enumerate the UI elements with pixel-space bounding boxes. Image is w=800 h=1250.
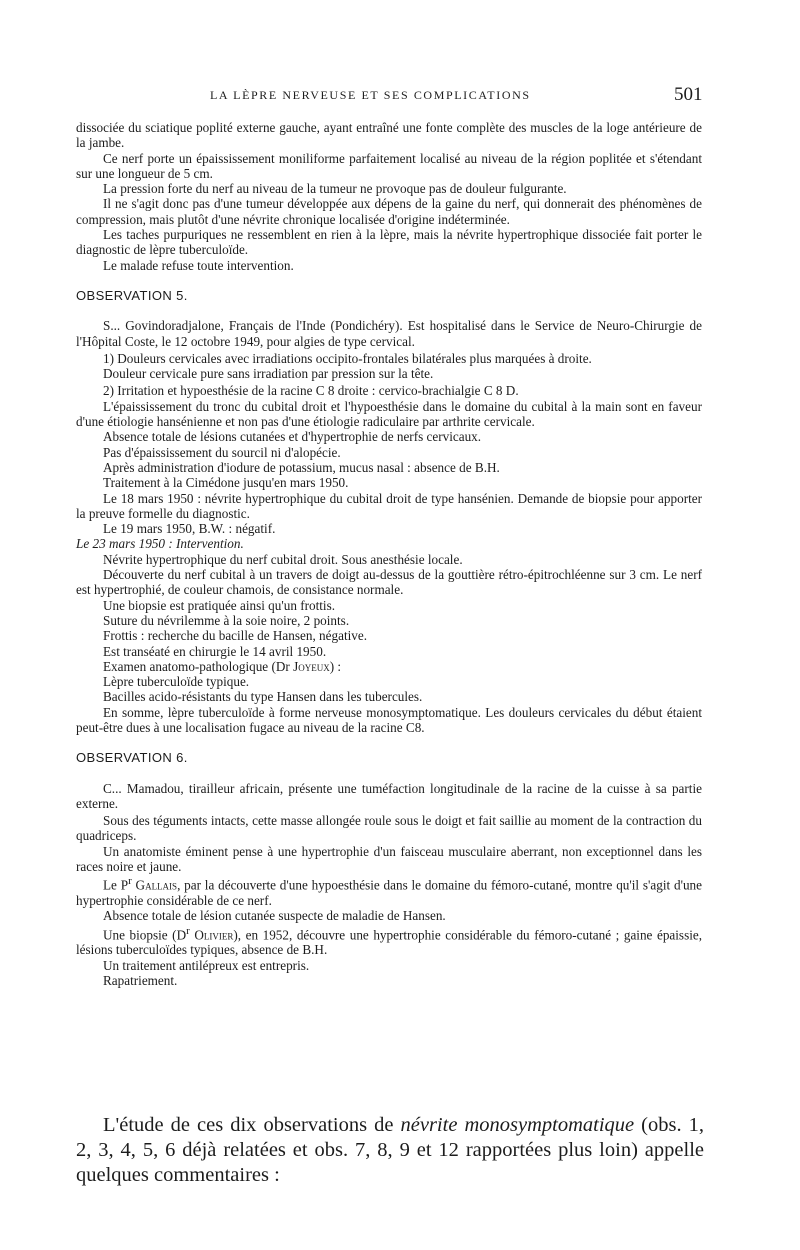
body-text [76, 120, 702, 988]
paragraph: Une biopsie est pratiquée ainsi qu'un frottis. [103, 597, 336, 613]
paragraph: Traitement à la Cimédone jusqu'en mars 1950. [103, 475, 349, 491]
paragraph: Lèpre tuberculoïde typique. [103, 674, 250, 690]
conclusion-paragraph: L'étude de ces dix observations de névrite monosymptomatique (obs. 1, 2, 3, 4, 5, 6 déjà relatées et obs. 7, 8, 9 et 12 rapportées plus loin) appelle quelques commentaires : [76, 1114, 704, 1186]
paragraph: La pression forte du nerf au niveau de la tumeur ne provoque pas de douleur fulgurante. [103, 181, 567, 197]
paragraph: Frottis : recherche du bacille de Hansen, négative. [103, 628, 368, 644]
paragraph: Absence totale de lésions cutanées et d'hypertrophie de nerfs cervicaux. [103, 429, 482, 445]
paragraph: Le 19 mars 1950, B.W. : négatif. [103, 521, 276, 537]
author-name: Gallais [131, 877, 178, 893]
paragraph: C... Mamadou, tirailleur africain, présente une tuméfaction longitudinale de la racine de la cuisse à sa partie externe. [76, 780, 702, 811]
section-heading-obs6: OBSERVATION 6. [76, 750, 188, 766]
paragraph: Après administration d'iodure de potassium, mucus nasal : absence de B.H. [103, 459, 500, 475]
paragraph: Rapatriement. [103, 972, 178, 988]
running-title: LA LÈPRE NERVEUSE ET SES COMPLICATIONS [210, 88, 531, 102]
intervention-date: Le 23 mars 1950 : Intervention. [76, 536, 244, 552]
paragraph: Névrite hypertrophique du nerf cubital droit. Sous anesthésie locale. [103, 551, 463, 567]
paragraph: Une biopsie ($D^r$ Olivier), en 1952, découvre une hypertrophie considérable du fémoro-cutané ; gaine épaissie, lésions tuberculoïdes typiques, absence de B.H. [76, 924, 703, 958]
paragraph: dissociée du sciatique poplité externe gauche, ayant entraîné une fonte complète des muscles de la loge antérieure de la jambe. [76, 120, 702, 151]
paragraph: Ce nerf porte un épaississement moniliforme parfaitement localisé au niveau de la région poplitée et s'étendant sur une longueur de 5 cm. [76, 150, 702, 181]
paragraph: L'épaississement du tronc du cubital droit et l'hypoesthésie dans le domaine du cubital à la main sont en faveur d'une étiologie hansénienne et non pas d'une étiologie radiculaire par arthrite cervicale. [76, 398, 702, 430]
paragraph: Le 18 mars 1950 : névrite hypertrophique du cubital droit de type hansénien. Demande de biopsie pour apporter la preuve formelle du diagnostic. [76, 490, 702, 521]
paragraph: Bacilles acido-résistants du type Hansen dans les tubercules. [103, 689, 423, 705]
paragraph: Douleur cervicale pure sans irradiation par pression sur la tête. [103, 366, 434, 382]
paragraph: 1) Douleurs cervicales avec irradiations occipito-frontales bilatérales plus marquées à droite. [103, 350, 592, 366]
paragraph: Sous des téguments intacts, cette masse allongée roule sous le doigt et fait saillie au moment de la contraction du quadriceps. [76, 813, 702, 844]
paragraph: Un anatomiste éminent pense à une hypertrophie d'un faisceau musculaire aberrant, non exceptionnel dans les races noire et jaune. [76, 843, 702, 875]
page-number: 501 [674, 84, 703, 105]
paragraph: Examen anatomo-pathologique (Dr Joyeux) : [103, 658, 342, 674]
paragraph: 2) Irritation et hypoesthésie de la racine C 8 droite : cervico-brachialgie C 8 D. [103, 383, 519, 399]
paragraph: Le $P^r$ Gallais, par la découverte d'une hypoesthésie dans le domaine du fémoro-cutané, montre qu'il s'agit d'une hypertrophie considérable de ce nerf. [76, 875, 702, 909]
paragraph: Le malade refuse toute intervention. [103, 257, 294, 273]
paragraph: Les taches purpuriques ne ressemblent en rien à la lèpre, mais la névrite hypertrophique dissociée fait porter le diagnostic de lèpre tuberculoïde. [76, 227, 702, 258]
paragraph: Pas d'épaississement du sourcil ni d'alopécie. [103, 444, 341, 460]
paragraph: Est transéaté en chirurgie le 14 avril 1950. [103, 643, 327, 659]
section-heading-obs5: OBSERVATION 5. [76, 287, 188, 303]
emphasis: névrite monosymptomatique [400, 1114, 635, 1136]
paragraph: Découverte du nerf cubital à un travers de doigt au-dessus de la gouttière rétro-épitrochléenne sur 3 cm. Le nerf est hypertrophié, de couleur chamois, de consistance normale. [76, 567, 702, 598]
author-name: Joyeux [293, 658, 330, 674]
paragraph: S... Govindoradjalone, Français de l'Inde (Pondichéry). Est hospitalisé dans le Service de Neuro-Chirurgie de l'Hôpital Coste, le 12 octobre 1949, pour algies de type cervical. [76, 318, 702, 349]
paragraph: Un traitement antilépreux est entrepris. [103, 957, 310, 973]
paragraph: En somme, lèpre tuberculoïde à forme nerveuse monosymptomatique. Les douleurs cervicales du début étaient peut-être dues à une localisation fugace au niveau de la racine C8. [76, 704, 702, 735]
paragraph: Il ne s'agit donc pas d'une tumeur développée aux dépens de la gaine du nerf, qui donnerait des phénomènes de compression, mais plutôt d'une névrite chronique localisée d'origine indéterminée. [76, 196, 702, 227]
author-name: Olivier [189, 927, 234, 943]
paragraph: Suture du névrilemme à la soie noire, 2 points. [103, 612, 350, 628]
paragraph: Absence totale de lésion cutanée suspecte de maladie de Hansen. [103, 908, 446, 924]
